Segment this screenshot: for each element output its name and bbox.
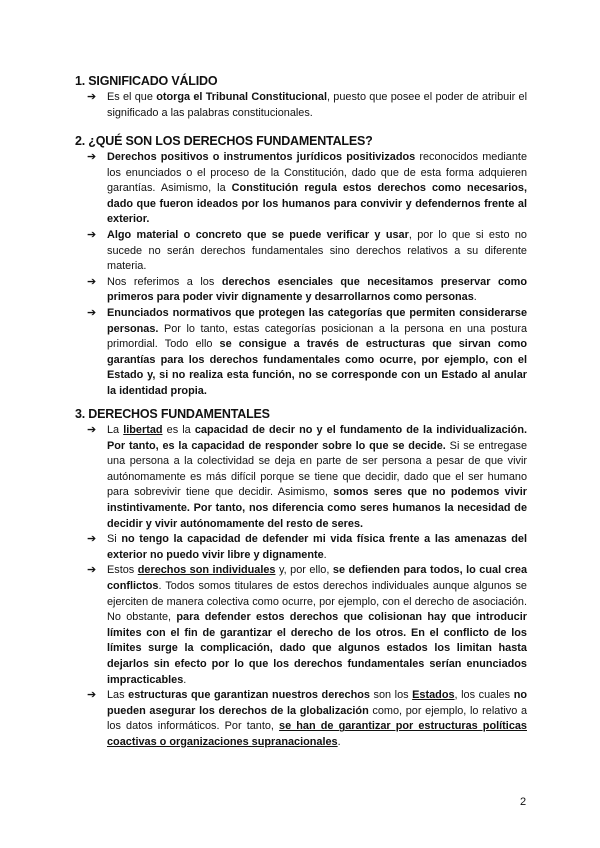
emphasized-text: Algo material o concreto que se puede verificar y usar — [107, 228, 409, 241]
emphasized-text: Enunciados normativos que protegen las categorías que permiten considerarse personas. — [107, 306, 527, 335]
body-text: Nos referimos a los — [107, 275, 222, 288]
body-text: , los cuales — [454, 689, 514, 702]
emphasized-text: derechos son individuales — [137, 564, 276, 577]
body-text: . — [183, 673, 187, 686]
emphasized-text: libertad — [123, 424, 163, 436]
section-heading: 3. DERECHOS FUNDAMENTALES — [75, 407, 270, 421]
body-text: es la — [162, 424, 195, 436]
body-text: Si — [107, 533, 122, 546]
body-text: , por lo que si esto no sucede no serán derechos fundamentales sino derechos relativos a su diferente materia. — [107, 228, 527, 273]
emphasized-text: no tengo la capacidad de defender mi vida física frente a las amenazas del exterior no puedo vivir libre y dignamente — [107, 533, 527, 561]
bullet-item — [75, 90, 527, 121]
body-text: . — [473, 291, 477, 304]
bullet-item — [75, 563, 527, 688]
body-text: . — [337, 735, 341, 748]
emphasized-text: se defienden para todos, lo cual crea conflictos — [107, 564, 528, 592]
bullet-item — [75, 150, 527, 228]
arrow-right-icon: ➔ — [87, 306, 97, 319]
emphasized-text: se han de garantizar por estructuras políticas coactivas o organizaciones supranacionales — [107, 720, 527, 748]
section-derechos-fundamentales — [75, 406, 527, 750]
body-text: La — [107, 424, 124, 436]
arrow-right-icon: ➔ — [87, 564, 97, 577]
body-text: Por lo tanto, estas categorías posicionan a la persona en una postura primordial. Todo ello — [107, 322, 527, 351]
body-text: , puesto que posee el poder de atribuir el significado a las palabras constitucionales. — [107, 91, 528, 119]
arrow-right-icon: ➔ — [87, 151, 97, 163]
arrow-right-icon: ➔ — [87, 275, 97, 288]
bullet-item — [75, 688, 527, 750]
arrow-right-icon: ➔ — [87, 424, 97, 436]
body-text: reconocidos mediante los enunciados o el proceso de la Constitución, dado que de esta forma adquieren garantías. Asimismo, la — [107, 151, 528, 195]
emphasized-text: Constitución regula estos derechos como necesarios, dado que fueron ideados por los humanos para convivir y defendernos frente al exterior. — [107, 182, 527, 226]
body-text: . — [323, 548, 327, 561]
emphasized-text: no pueden asegurar los derechos de la globalización — [107, 689, 527, 717]
emphasized-text: se consigue a través de estructuras que sirvan como garantías para los derechos fundamentales como ocurre, por ejemplo, con el Estado y, si no realiza esta función, no se corresponde con un Estado al anular la identidad propia. — [107, 338, 527, 397]
bullet-item — [75, 228, 527, 275]
body-text: y, por ello, — [275, 564, 333, 577]
body-text: Si se entregase una persona a la colectividad se deja en parte de ser persona a pesar de que vivir autónomamente es más difícil porque se tiene que decidir, dado que el ser humano para sobrevivir tiene que decidir. Asimismo, — [107, 439, 527, 499]
body-text: son los — [369, 689, 413, 702]
section-heading: 2. ¿QUÉ SON LOS DERECHOS FUNDAMENTALES? — [75, 134, 373, 148]
arrow-right-icon: ➔ — [87, 228, 97, 241]
emphasized-text: Estados — [412, 689, 455, 702]
section-heading: 1. SIGNIFICADO VÁLIDO — [75, 74, 218, 88]
bullet-item — [75, 275, 527, 306]
body-text: Estos — [107, 564, 138, 577]
arrow-right-icon: ➔ — [87, 91, 97, 103]
page-number: 2 — [520, 796, 527, 808]
body-text: . Todos somos titulares de estos derechos individuales aunque algunos se ejerciten de manera colectiva como ocurre, por ejemplo, con el derecho de asociación. No obstante, — [107, 579, 527, 624]
body-text: Las — [107, 689, 129, 702]
emphasized-text: Derechos positivos o instrumentos jurídicos positivizados — [107, 151, 416, 163]
bullet-item — [75, 306, 527, 400]
arrow-right-icon: ➔ — [87, 689, 97, 702]
emphasized-text: otorga el Tribunal Constitucional — [156, 91, 327, 103]
bullet-item — [75, 532, 527, 563]
body-text: como, por ejemplo, lo relativo a los datos informáticos. Por tanto, — [107, 704, 527, 733]
emphasized-text: capacidad de decir no y el fundamento de la individualización. Por tanto, es la capacidad de responder sobre lo que se decide. — [107, 424, 528, 452]
emphasized-text: estructuras que garantizan nuestros derechos — [128, 689, 370, 702]
emphasized-text: somos seres que no podemos vivir instintivamente. Por tanto, nos diferencia como seres humanos la necesidad de decidir y vivir autónomamente del resto de seres. — [107, 486, 527, 530]
bullet-item — [75, 423, 527, 532]
emphasized-text: derechos esenciales que necesitamos preservar como primeros para poder vivir dignamente y desarrollarnos como personas — [107, 275, 527, 304]
section-que-son-derechos-fundamentales — [75, 133, 527, 400]
body-text: Es el que — [107, 91, 157, 103]
emphasized-text: para defender estos derechos que colisionan hay que introducir límites con el fin de garantizar el derecho de los otros. En el conflicto de los límites surge la complicación, dado que algunos estados los limitan hasta dejarlos sin efecto por lo que los derechos fundamentales serían enunciados impracticables — [107, 611, 527, 686]
arrow-right-icon: ➔ — [87, 533, 97, 546]
section-significado-valido — [75, 73, 527, 121]
